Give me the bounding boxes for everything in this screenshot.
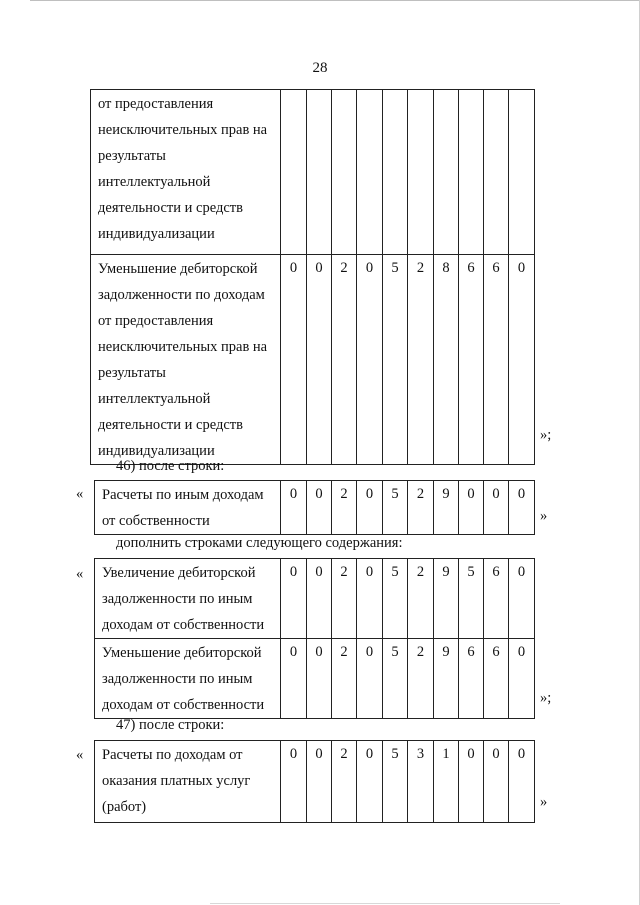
code-digit: 0 [459,481,484,535]
table-row [95,639,535,719]
code-digit: 1 [434,741,459,823]
code-digit: 5 [383,481,408,535]
code-digit: 0 [307,639,332,719]
code-digit: 9 [434,481,459,535]
code-digit: 0 [509,741,535,823]
row-label: Расчеты по доходам от оказания платных услуг (работ) [95,741,281,823]
code-digit: 6 [459,255,484,465]
code-digit: 0 [281,741,307,823]
code-digit: 2 [408,481,434,535]
code-digit: 2 [408,255,434,465]
item-47-heading: 47) после строки: [116,717,225,733]
code-digit: 9 [434,559,459,639]
row-label: Уменьшение дебиторской задолженности по иным доходам от собственности [95,639,281,719]
code-digit [307,90,332,255]
row-label: Расчеты по иным доходам от собственности [95,481,281,535]
code-digit [281,90,307,255]
table-row [95,741,535,823]
row-label: Уменьшение дебиторской задолженности по доходам от предоставления неисключительных прав на результаты интеллектуальной деятельности и средств индивидуализации [91,255,281,465]
code-digit [484,90,509,255]
code-table-1 [90,89,535,465]
closing-quote: »; [540,690,552,706]
code-digit [357,90,383,255]
code-digit: 5 [383,741,408,823]
code-digit: 0 [459,741,484,823]
page-number: 28 [312,60,328,76]
code-digit: 2 [332,741,357,823]
code-digit: 0 [509,481,535,535]
code-digit: 0 [509,559,535,639]
code-digit: 0 [281,255,307,465]
code-digit: 0 [357,559,383,639]
code-digit: 2 [332,559,357,639]
code-digit: 2 [408,639,434,719]
code-digit: 0 [281,559,307,639]
table-row [95,559,535,639]
scan-edge-bottom [210,903,560,904]
code-digit: 0 [281,481,307,535]
code-digit: 6 [484,639,509,719]
code-digit: 2 [332,255,357,465]
code-digit: 3 [408,741,434,823]
code-digit: 2 [332,481,357,535]
table-row [91,90,535,255]
code-digit: 0 [281,639,307,719]
code-digit: 9 [434,639,459,719]
code-digit: 0 [509,639,535,719]
code-digit: 0 [509,255,535,465]
closing-quote: »; [540,427,552,443]
code-digit: 0 [357,481,383,535]
code-digit: 6 [484,559,509,639]
row-label: Увеличение дебиторской задолженности по иным доходам от собственности [95,559,281,639]
code-digit: 5 [459,559,484,639]
code-digit [459,90,484,255]
code-digit: 0 [484,741,509,823]
code-digit: 8 [434,255,459,465]
code-digit: 2 [332,639,357,719]
table-row [91,255,535,465]
opening-quote: « [76,486,84,502]
table-row [95,481,535,535]
code-digit: 0 [357,255,383,465]
code-digit: 0 [307,559,332,639]
code-digit: 5 [383,639,408,719]
closing-quote: » [540,508,548,524]
item-46-heading: 46) после строки: [116,458,225,474]
code-digit [509,90,535,255]
code-table-2 [94,480,535,535]
code-digit: 6 [484,255,509,465]
code-digit: 6 [459,639,484,719]
code-digit: 0 [307,481,332,535]
closing-quote: » [540,794,548,810]
code-digit: 0 [307,255,332,465]
code-digit: 2 [408,559,434,639]
opening-quote: « [76,566,84,582]
code-digit [434,90,459,255]
code-table-4 [94,740,535,823]
code-digit: 0 [307,741,332,823]
code-table-3 [94,558,535,719]
supplement-text: дополнить строками следующего содержания: [116,535,403,551]
scan-edge-top [30,0,640,1]
code-digit: 0 [357,639,383,719]
code-digit: 5 [383,559,408,639]
code-digit [408,90,434,255]
code-digit [383,90,408,255]
code-digit [332,90,357,255]
code-digit: 0 [484,481,509,535]
row-label: от предоставления неисключительных прав на результаты интеллектуальной деятельности и средств индивидуализации [91,90,281,255]
code-digit: 5 [383,255,408,465]
code-digit: 0 [357,741,383,823]
opening-quote: « [76,747,84,763]
